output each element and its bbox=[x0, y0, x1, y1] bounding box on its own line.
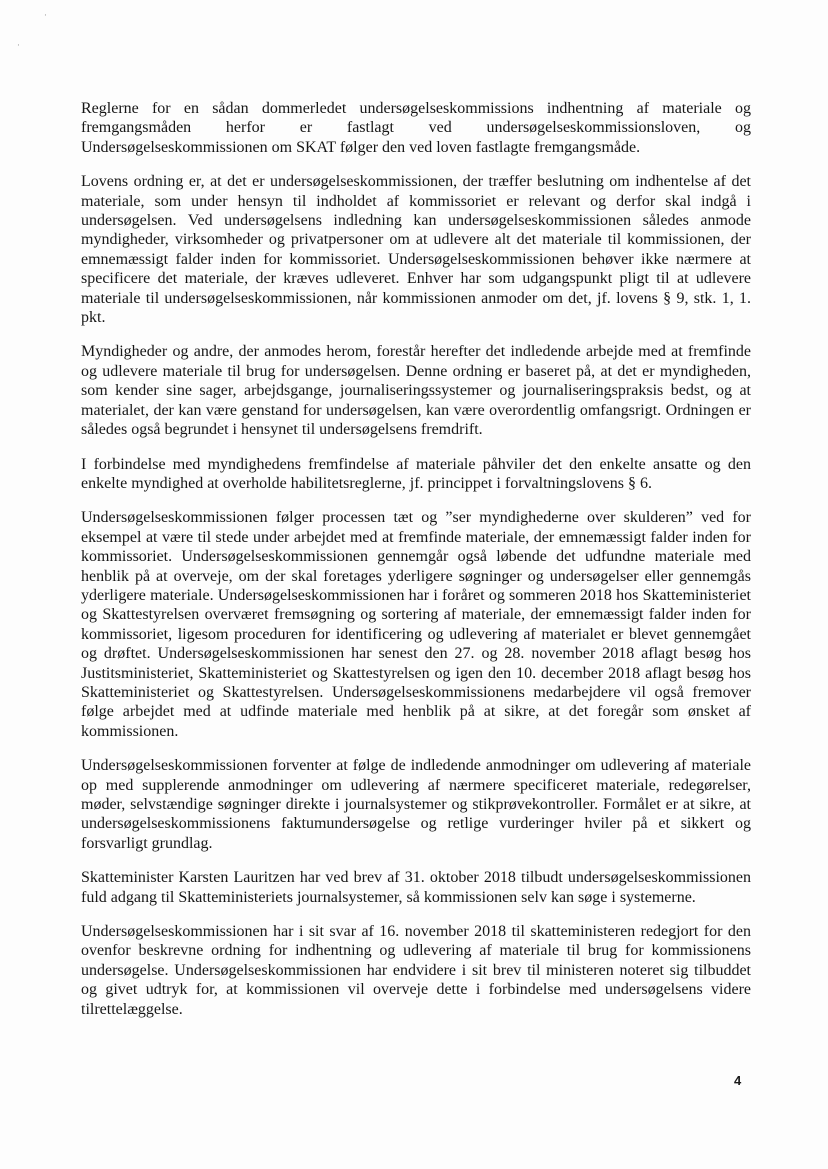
paragraph: Undersøgelseskommissionen følger processen tæt og ”ser myndighederne over skulderen” ved for eksempel at være til stede under arbejdet med at fremfinde materiale, der emnemæssigt falder inden for kommissoriet. Undersøgelseskommissionen gennemgår også løbende det udfundne materiale med henblik på at overveje, om der skal foretages yderligere søgninger og undersøgelser eller gennemgås yderligere materiale. Undersøgelseskommissionen har i foråret og sommeren 2018 hos Skatteministeriet og Skattestyrelsen overværet fremsøgning og sortering af materiale, der emnemæssigt falder inden for kommissoriet, ligesom proceduren for identificering og udlevering af materialet er blevet gennemgået og drøftet. Undersøgelseskommissionen har senest den 27. og 28. november 2018 aflagt besøg hos Justitsministeriet, Skatteministeriet og Skattestyrelsen og igen den 10. december 2018 aflagt besøg hos Skatteministeriet og Skattestyrelsen. Undersøgelseskommissionens medarbejdere vil også fremover følge arbejdet med at udfinde materiale med henblik på at sikre, at det foregår som ønsket af kommissionen. bbox=[81, 509, 751, 740]
scan-artifact-dot: · bbox=[44, 11, 47, 21]
scan-artifact-dot: · bbox=[17, 41, 20, 51]
paragraph: I forbindelse med myndighedens fremfindelse af materiale påhviler det den enkelte ansatte og den enkelte myndighed at overholde habilitetsreglerne, jf. princippet i forvaltningslovens § 6. bbox=[81, 455, 751, 492]
body-text bbox=[81, 99, 751, 1034]
paragraph: Undersøgelseskommissionen har i sit svar af 16. november 2018 til skatteministeren redegjort for den ovenfor beskrevne ordning for indhentning og udlevering af materiale til brug for kommissionens undersøgelse. Undersøgelseskommissionen har endvidere i sit brev til ministeren noteret sig tilbuddet og givet udtryk for, at kommissionen vil overveje dette i forbindelse med undersøgelsens videre tilrettelæggelse. bbox=[81, 923, 751, 1018]
paragraph: Myndigheder og andre, der anmodes herom, forestår herefter det indledende arbejde med at fremfinde og udlevere materiale til brug for undersøgelsen. Denne ordning er baseret på, at det er myndigheden, som kender sine sager, arbejdsgange, journaliseringssystemer og journaliseringspraksis bedst, og at materialet, der kan være genstand for undersøgelsen, kan være overordentlig omfangsrigt. Ordningen er således også begrundet i hensynet til undersøgelsens fremdrift. bbox=[81, 343, 751, 439]
paragraph: Reglerne for en sådan dommerledet undersøgelseskommissions indhentning af materiale og fremgangsmåden herfor er fastlagt ved undersøgelseskommissionsloven, og Undersøgelseskommissionen om SKAT følger den ved loven fastlagte fremgangsmåde. bbox=[81, 100, 751, 156]
page-number: 4 bbox=[734, 1073, 742, 1088]
paragraph: Undersøgelseskommissionen forventer at følge de indledende anmodninger om udlevering af materiale op med supplerende anmodninger om udlevering af nærmere specificeret materiale, redegørelser, møder, selvstændige søgninger direkte i journalsystemer og stikprøvekontroller. Formålet er at sikre, at undersøgelseskommissionens faktumundersøgelse og retlige vurderinger hviler på et sikkert og forsvarligt grundlag. bbox=[81, 757, 751, 852]
paragraph: Lovens ordning er, at det er undersøgelseskommissionen, der træffer beslutning om indhentelse af det materiale, som under hensyn til indholdet af kommissoriet er relevant og derfor skal indgå i undersøgelsen. Ved undersøgelsens indledning kan undersøgelseskommissionen således anmode myndigheder, virksomheder og privatpersoner om at udlevere alt det materiale til kommissionen, der emnemæssigt falder inden for kommissoriet. Undersøgelseskommissionen behøver ikke nærmere at specificere det materiale, der kræves udleveret. Enhver har som udgangspunkt pligt til at udlevere materiale til undersøgelseskommissionen, når kommissionen anmoder om det, jf. lovens § 9, stk. 1, 1. pkt. bbox=[81, 173, 751, 327]
paragraph: Skatteminister Karsten Lauritzen har ved brev af 31. oktober 2018 tilbudt undersøgelseskommissionen fuld adgang til Skatteministeriets journalsystemer, så kommissionen selv kan søge i systemerne. bbox=[81, 869, 751, 906]
